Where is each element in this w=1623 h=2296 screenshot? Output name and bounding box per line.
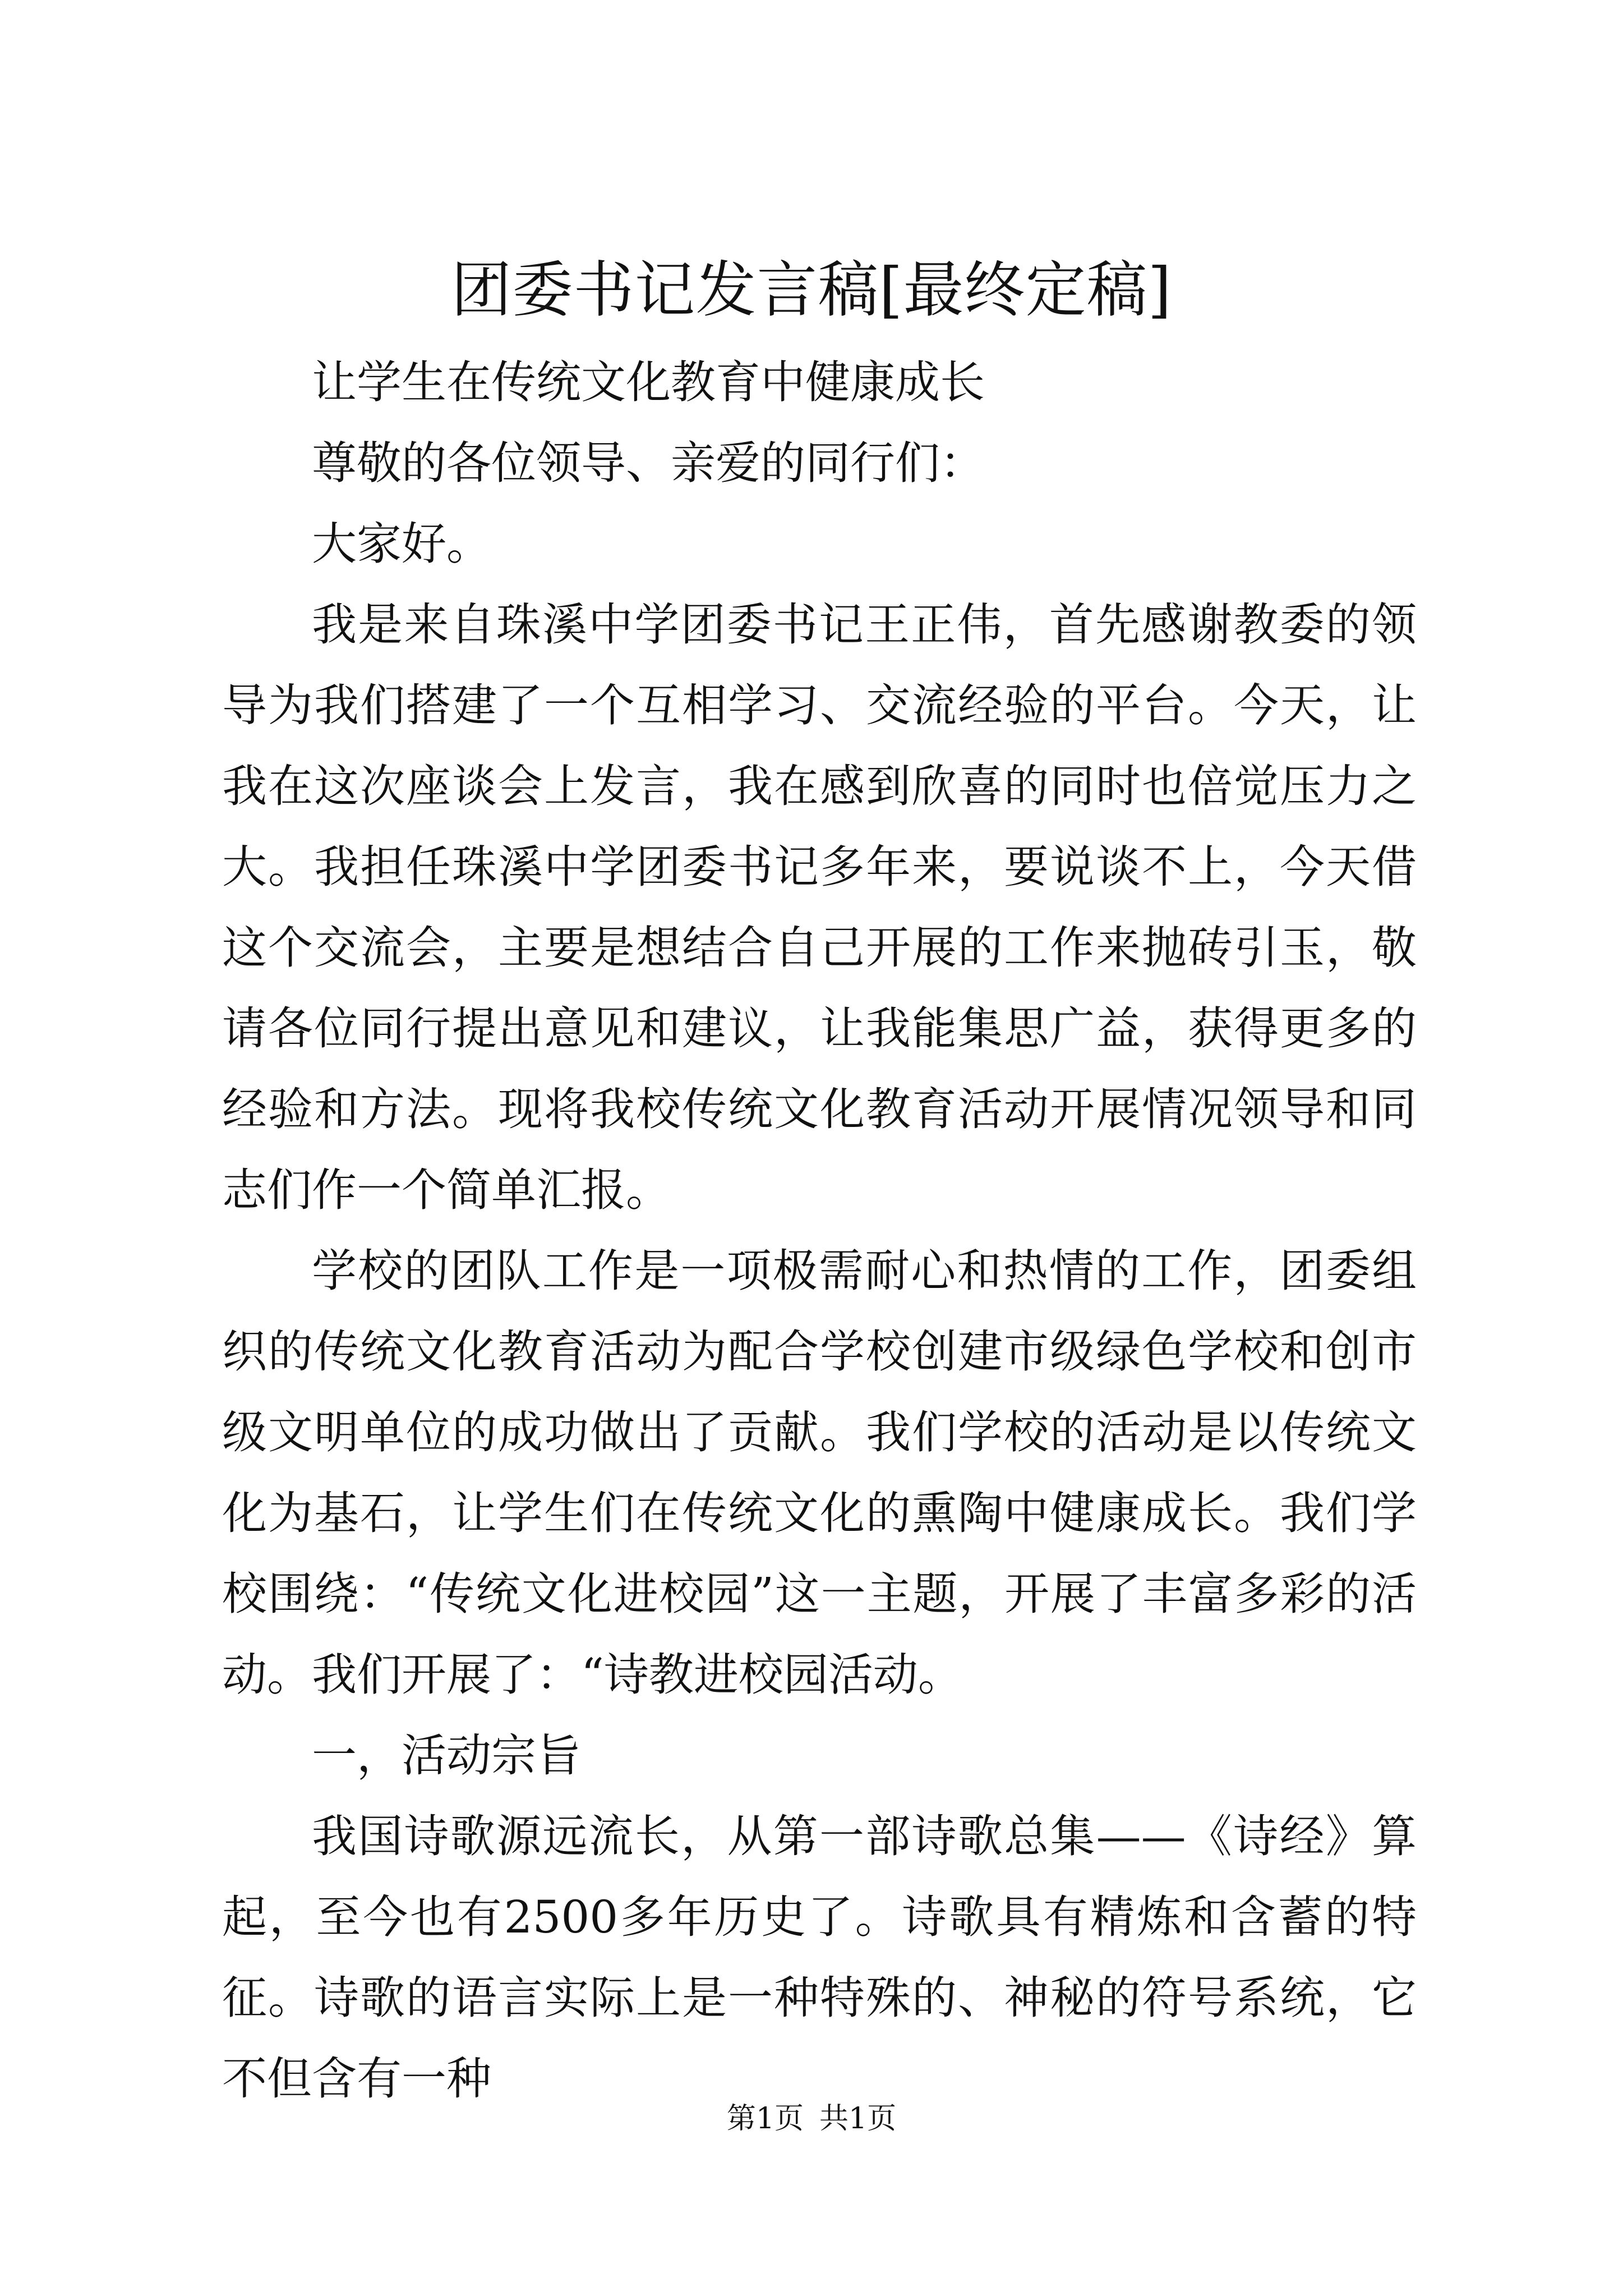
subtitle-paragraph: 让学生在传统文化教育中健康成长: [312, 356, 985, 408]
document-body: [222, 342, 1417, 2119]
body-paragraph: 我国诗歌源远流长，从第一部诗歌总集——《诗经》算起，至今也有2500多年历史了。诗歌具有精炼和含蓄的特征。诗歌的语言实际上是一种特殊的、神秘的符号系统，它不但含有一种: [222, 1810, 1417, 2105]
greeting-paragraph: 大家好。: [312, 518, 491, 570]
document-title: 团委书记发言稿[最终定稿]: [451, 255, 1172, 325]
salutation-paragraph: 尊敬的各位领导、亲爱的同行们：: [312, 437, 985, 489]
body-paragraph: 学校的团队工作是一项极需耐心和热情的工作，团委组织的传统文化教育活动为配合学校创建市级绿色学校和创市级文明单位的成功做出了贡献。我们学校的活动是以传统文化为基石，让学生们在传统文化的熏陶中健康成长。我们学校围绕：“传统文化进校园”这一主题，开展了丰富多彩的活动。我们开展了：“诗教进校园活动。: [222, 1245, 1417, 1701]
body-paragraph: 我是来自珠溪中学团委书记王正伟，首先感谢教委的领导为我们搭建了一个互相学习、交流经验的平台。今天，让我在这次座谈会上发言，我在感到欣喜的同时也倍觉压力之大。我担任珠溪中学团委书记多年来，要说谈不上，今天借这个交流会，主要是想结合自己开展的工作来抛砖引玉，敬请各位同行提出意见和建议，让我能集思广益，获得更多的经验和方法。现将我校传统文化教育活动开展情况领导和同志们作一个简单汇报。: [222, 599, 1417, 1216]
page-number-current: 第1页: [726, 2102, 804, 2136]
page-footer: [0, 2099, 1623, 2138]
section-heading: 一，活动宗旨: [312, 1729, 581, 1782]
page-number-total: 共1页: [819, 2102, 897, 2136]
